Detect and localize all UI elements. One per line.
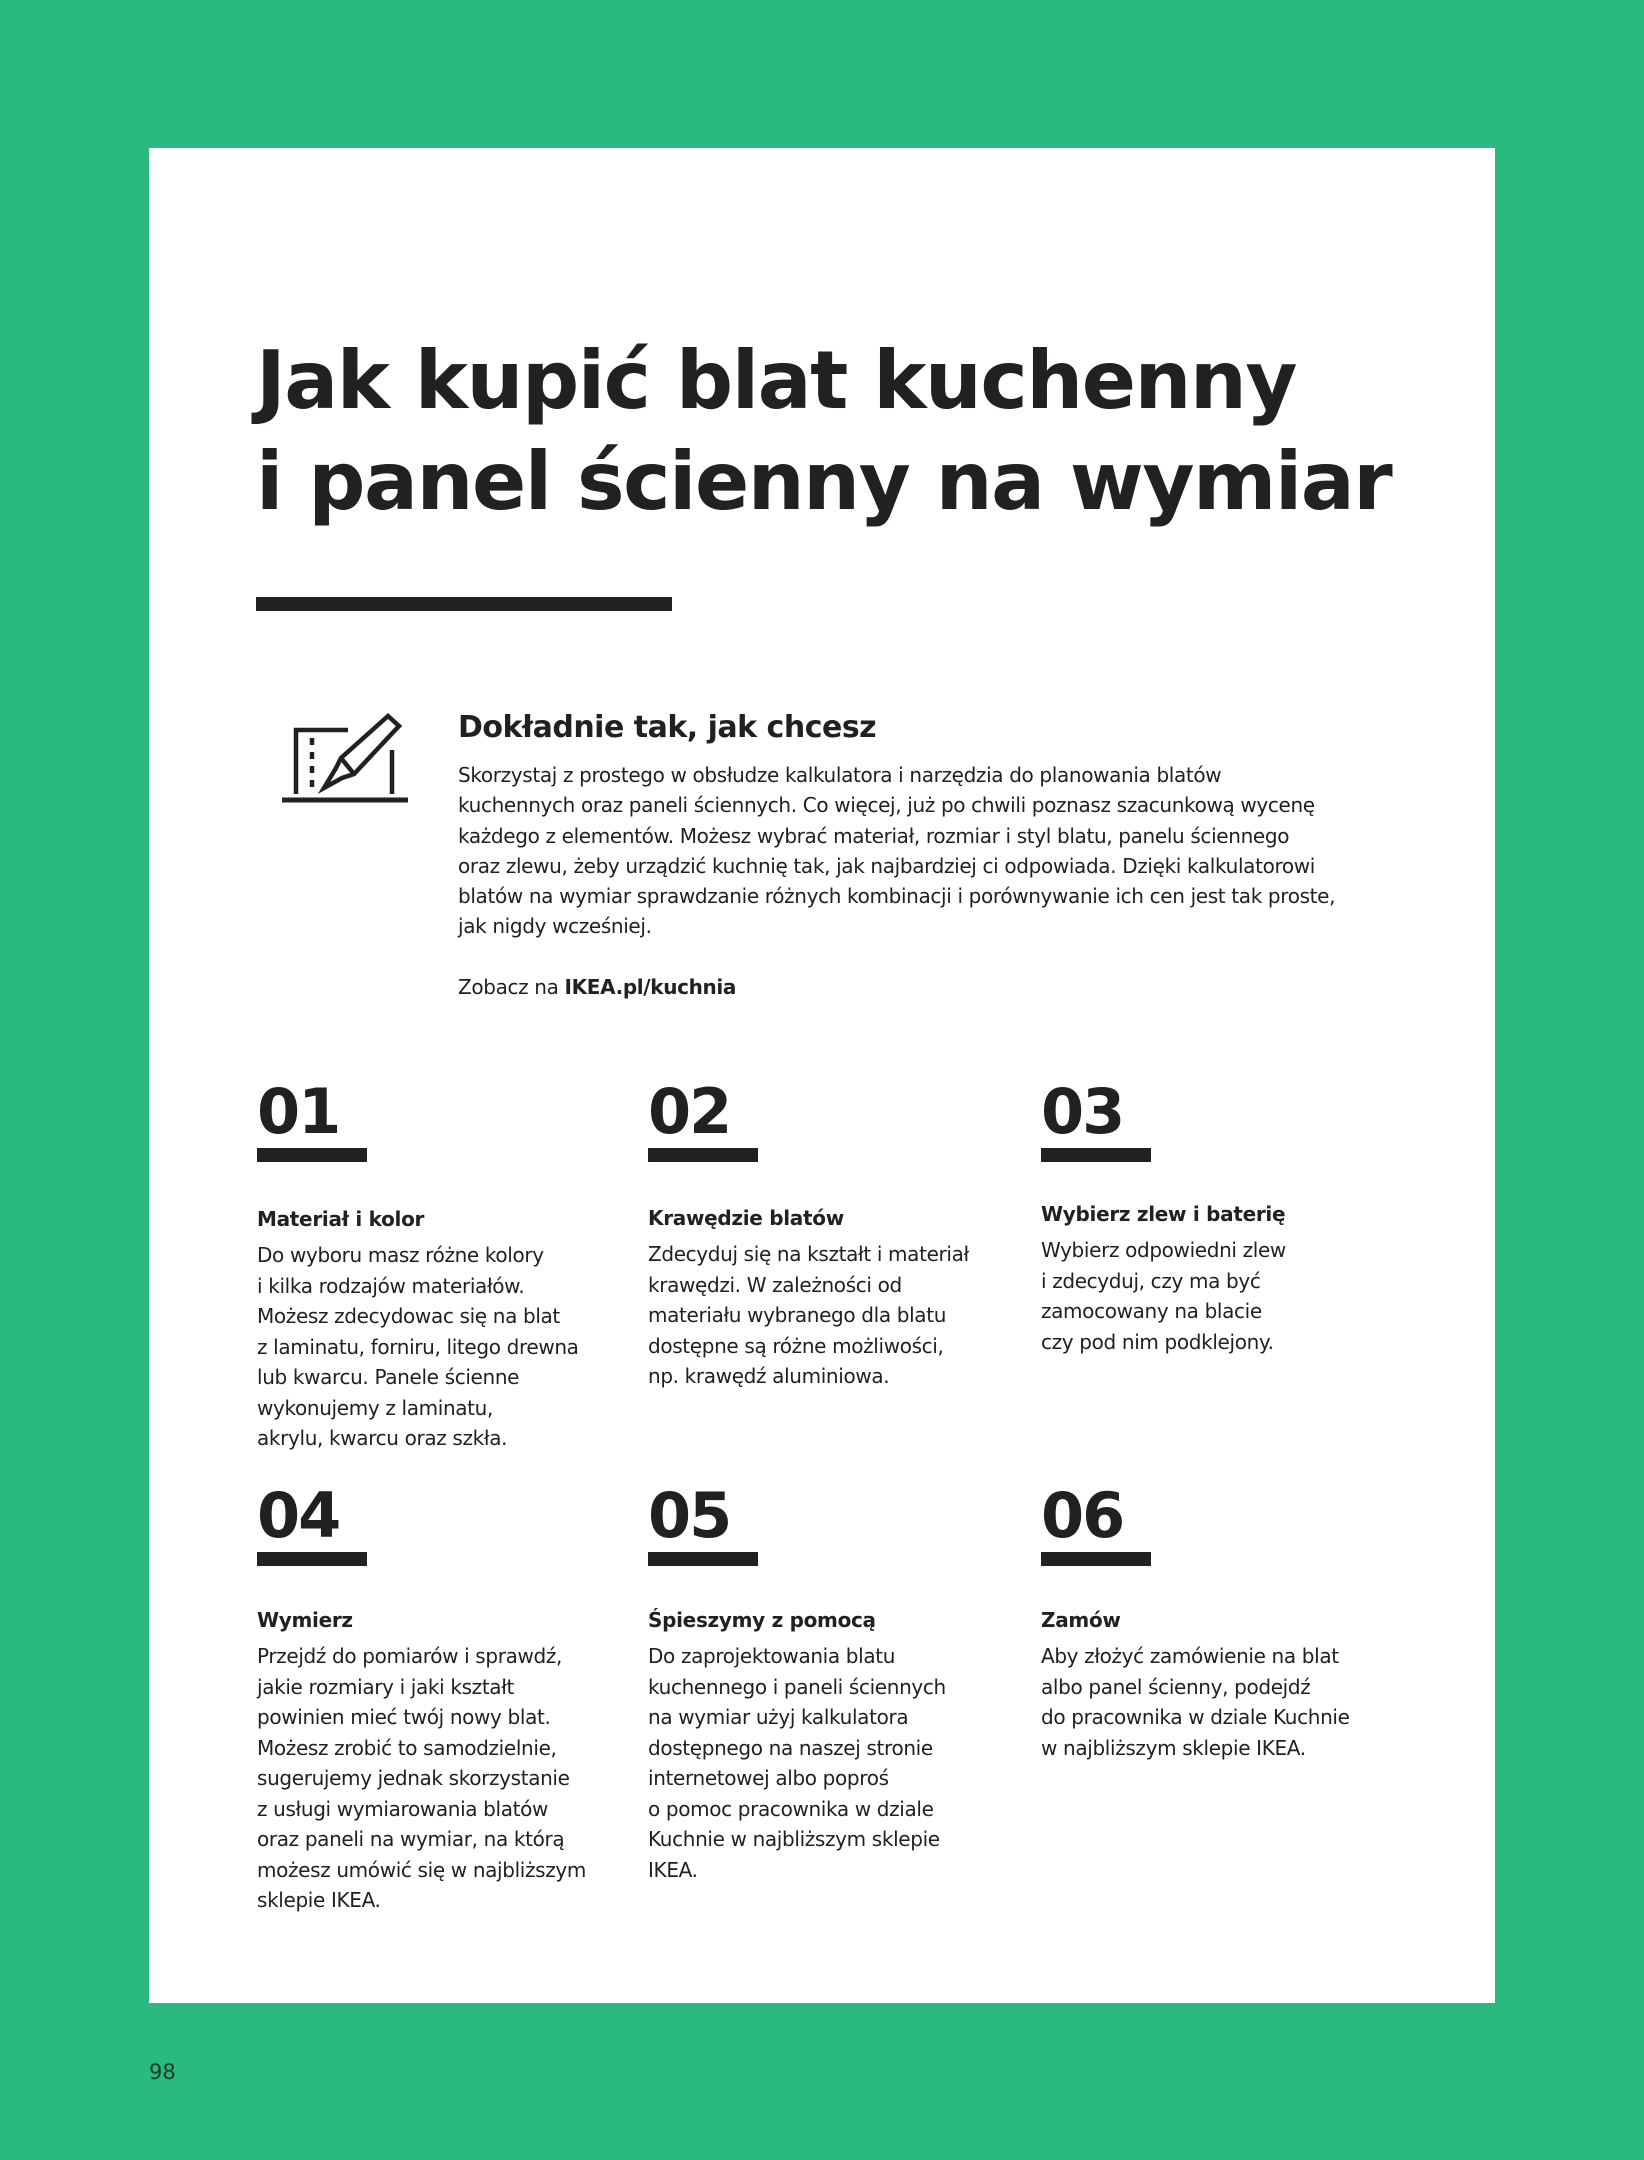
- step-body-line: możesz umówić się w najbliższym: [257, 1857, 586, 1882]
- step-title: Krawędzie blatów: [648, 1206, 844, 1230]
- step-number: 06: [1041, 1479, 1124, 1552]
- step-body-line: czy pod nim podklejony.: [1041, 1329, 1274, 1354]
- step-body-line: jakie rozmiary i jaki kształt: [257, 1674, 515, 1699]
- step-body-line: materiału wybranego dla blatu: [648, 1303, 947, 1327]
- step-body-line: i zdecyduj, czy ma być: [1041, 1268, 1261, 1293]
- see-more-prefix: Zobacz na: [458, 974, 565, 999]
- step-body-line: z laminatu, forniru, litego drewna: [257, 1334, 579, 1359]
- step-title: Śpieszymy z pomocą: [648, 1608, 876, 1632]
- step-body-line: Możesz zdecydowac się na blat: [257, 1304, 560, 1328]
- step-bar: [648, 1552, 758, 1566]
- step-number: 02: [648, 1075, 731, 1148]
- step-bar: [257, 1148, 367, 1162]
- step-title: Materiał i kolor: [257, 1207, 425, 1231]
- step-bar: [1041, 1552, 1151, 1566]
- step-body-line: oraz paneli na wymiar, na którą: [257, 1827, 565, 1851]
- step-body-line: wykonujemy z laminatu,: [257, 1395, 494, 1420]
- step-body-line: IKEA.: [648, 1857, 698, 1882]
- step-body: [648, 1641, 1018, 1885]
- step-title: Wymierz: [257, 1608, 353, 1632]
- step-body: [1041, 1641, 1411, 1763]
- step-body-line: sugerujemy jednak skorzystanie: [257, 1766, 570, 1790]
- intro-body-line: kuchennych oraz paneli ściennych. Co więcej, już po chwili poznasz szacunkową wycenę: [458, 793, 1315, 818]
- page-title: [256, 330, 1391, 532]
- step-number: 05: [648, 1479, 731, 1552]
- step-number: 03: [1041, 1075, 1124, 1148]
- step-body-line: o pomoc pracownika w dziale: [648, 1796, 934, 1821]
- step-body-line: w najbliższym sklepie IKEA.: [1041, 1735, 1306, 1760]
- step-01: [257, 1076, 627, 1454]
- intro-body-line: jak nigdy wcześniej.: [458, 914, 652, 939]
- step-body: [257, 1641, 627, 1916]
- see-more-text: [458, 972, 1418, 1002]
- intro-heading: Dokładnie tak, jak chcesz: [458, 710, 877, 745]
- step-body-line: Możesz zrobić to samodzielnie,: [257, 1735, 557, 1760]
- page-number: 98: [149, 2060, 176, 2084]
- step-02: [648, 1076, 1018, 1392]
- step-05: [648, 1480, 1018, 1885]
- step-body-line: internetowej albo poproś: [648, 1766, 889, 1790]
- step-body-line: Do wyboru masz różne kolory: [257, 1243, 544, 1267]
- step-body-line: akrylu, kwarcu oraz szkła.: [257, 1426, 508, 1450]
- intro-body-line: Skorzystaj z prostego w obsłudze kalkulatora i narzędzia do planowania blatów: [458, 763, 1222, 787]
- step-body-line: albo panel ścienny, podejdź: [1041, 1674, 1311, 1699]
- step-body-line: Aby złożyć zamówienie na blat: [1041, 1644, 1339, 1668]
- step-body-line: Przejdź do pomiarów i sprawdź,: [257, 1644, 563, 1668]
- step-number: 01: [257, 1075, 340, 1148]
- ikea-kitchen-link[interactable]: IKEA.pl/kuchnia: [564, 974, 737, 999]
- step-03: [1041, 1076, 1411, 1357]
- step-body: [1041, 1235, 1411, 1357]
- step-body: [257, 1240, 627, 1454]
- intro-section: [458, 706, 1418, 1002]
- step-body-line: Wybierz odpowiedni zlew: [1041, 1238, 1286, 1262]
- page-title-line-1: Jak kupić blat kuchenny: [256, 334, 1297, 427]
- step-body-line: sklepie IKEA.: [257, 1888, 381, 1912]
- step-body-line: np. krawędź aluminiowa.: [648, 1364, 890, 1388]
- intro-body-line: oraz zlewu, żeby urządzić kuchnię tak, jak najbardziej ci odpowiada. Dzięki kalkulatorowi: [458, 853, 1315, 878]
- step-body-line: powinien mieć twój nowy blat.: [257, 1705, 551, 1729]
- step-body-line: do pracownika w dziale Kuchnie: [1041, 1705, 1350, 1729]
- step-body-line: na wymiar użyj kalkulatora: [648, 1705, 909, 1729]
- step-body-line: Zdecyduj się na kształt i materiał: [648, 1242, 969, 1266]
- step-body-line: dostępnego na naszej stronie: [648, 1735, 933, 1760]
- step-body-line: i kilka rodzajów materiałów.: [257, 1273, 525, 1298]
- measure-pencil-icon: [282, 708, 410, 804]
- step-04: [257, 1480, 627, 1916]
- step-body-line: kuchennego i paneli ściennych: [648, 1674, 946, 1699]
- step-body-line: z usługi wymiarowania blatów: [257, 1796, 549, 1821]
- step-body-line: dostępne są różne możliwości,: [648, 1333, 944, 1358]
- step-bar: [257, 1552, 367, 1566]
- step-body-line: Kuchnie w najbliższym sklepie: [648, 1827, 940, 1851]
- step-body-line: zamocowany na blacie: [1041, 1299, 1262, 1323]
- title-underline-rule: [256, 597, 672, 611]
- step-title: Zamów: [1041, 1608, 1121, 1632]
- step-06: [1041, 1480, 1411, 1763]
- step-body-line: Do zaprojektowania blatu: [648, 1644, 896, 1668]
- step-bar: [1041, 1148, 1151, 1162]
- page-title-line-2: i panel ścienny na wymiar: [256, 435, 1392, 528]
- step-number: 04: [257, 1479, 340, 1552]
- step-body-line: lub kwarcu. Panele ścienne: [257, 1365, 520, 1389]
- step-bar: [648, 1148, 758, 1162]
- intro-body-line: blatów na wymiar sprawdzanie różnych kombinacji i porównywanie ich cen jest tak proste,: [458, 884, 1336, 909]
- step-body: [648, 1239, 1018, 1392]
- step-body-line: krawędzi. W zależności od: [648, 1272, 902, 1297]
- intro-body-line: każdego z elementów. Możesz wybrać materiał, rozmiar i styl blatu, panelu ściennego: [458, 823, 1290, 848]
- step-title: Wybierz zlew i baterię: [1041, 1202, 1286, 1226]
- intro-body: [458, 760, 1418, 942]
